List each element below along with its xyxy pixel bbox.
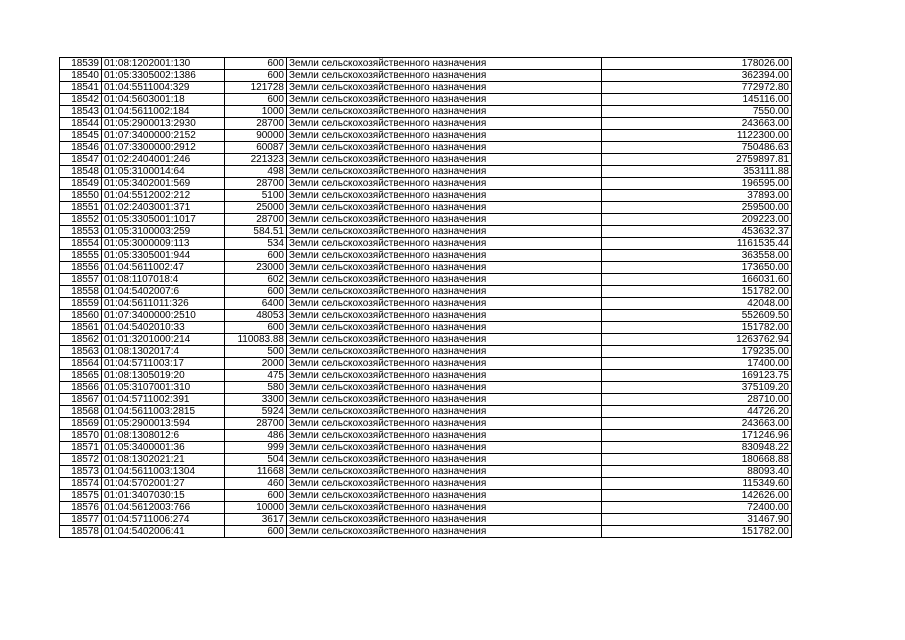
area-cell: 28700 xyxy=(225,418,287,430)
table-row xyxy=(60,430,792,442)
row-number-cell: 18571 xyxy=(60,442,102,454)
land-category-cell: Земли сельскохозяйственного назначения xyxy=(287,490,602,502)
row-number-cell: 18572 xyxy=(60,454,102,466)
row-number-cell: 18565 xyxy=(60,370,102,382)
land-category-cell: Земли сельскохозяйственного назначения xyxy=(287,442,602,454)
cadastral-value-cell: 178026.00 xyxy=(602,58,792,70)
land-category-cell: Земли сельскохозяйственного назначения xyxy=(287,418,602,430)
row-number-cell: 18567 xyxy=(60,394,102,406)
cadastral-number-cell: 01:08:1308012:6 xyxy=(102,430,225,442)
table-row xyxy=(60,238,792,250)
land-registry-table xyxy=(59,57,792,538)
table-row xyxy=(60,298,792,310)
area-cell: 25000 xyxy=(225,202,287,214)
table-row xyxy=(60,418,792,430)
cadastral-value-cell: 145116.00 xyxy=(602,94,792,106)
row-number-cell: 18566 xyxy=(60,382,102,394)
land-category-cell: Земли сельскохозяйственного назначения xyxy=(287,514,602,526)
area-cell: 584.51 xyxy=(225,226,287,238)
area-cell: 500 xyxy=(225,346,287,358)
land-category-cell: Земли сельскохозяйственного назначения xyxy=(287,394,602,406)
area-cell: 5100 xyxy=(225,190,287,202)
row-number-cell: 18551 xyxy=(60,202,102,214)
table-row xyxy=(60,478,792,490)
area-cell: 600 xyxy=(225,250,287,262)
row-number-cell: 18544 xyxy=(60,118,102,130)
row-number-cell: 18548 xyxy=(60,166,102,178)
cadastral-value-cell: 830948.22 xyxy=(602,442,792,454)
cadastral-number-cell: 01:02:2403001:371 xyxy=(102,202,225,214)
cadastral-number-cell: 01:04:5611003:1304 xyxy=(102,466,225,478)
area-cell: 60087 xyxy=(225,142,287,154)
cadastral-value-cell: 151782.00 xyxy=(602,526,792,538)
land-category-cell: Земли сельскохозяйственного назначения xyxy=(287,310,602,322)
land-category-cell: Земли сельскохозяйственного назначения xyxy=(287,94,602,106)
area-cell: 999 xyxy=(225,442,287,454)
land-category-cell: Земли сельскохозяйственного назначения xyxy=(287,202,602,214)
area-cell: 48053 xyxy=(225,310,287,322)
area-cell: 600 xyxy=(225,322,287,334)
row-number-cell: 18546 xyxy=(60,142,102,154)
cadastral-number-cell: 01:05:2900013:594 xyxy=(102,418,225,430)
cadastral-number-cell: 01:04:5711006:274 xyxy=(102,514,225,526)
cadastral-number-cell: 01:04:5402006:41 xyxy=(102,526,225,538)
area-cell: 90000 xyxy=(225,130,287,142)
cadastral-number-cell: 01:04:5611002:47 xyxy=(102,262,225,274)
land-category-cell: Земли сельскохозяйственного назначения xyxy=(287,166,602,178)
cadastral-value-cell: 750486.63 xyxy=(602,142,792,154)
row-number-cell: 18542 xyxy=(60,94,102,106)
cadastral-value-cell: 142626.00 xyxy=(602,490,792,502)
land-category-cell: Земли сельскохозяйственного назначения xyxy=(287,154,602,166)
cadastral-number-cell: 01:04:5702001:27 xyxy=(102,478,225,490)
cadastral-number-cell: 01:04:5711002:391 xyxy=(102,394,225,406)
cadastral-value-cell: 353111.88 xyxy=(602,166,792,178)
table-row xyxy=(60,502,792,514)
cadastral-value-cell: 362394.00 xyxy=(602,70,792,82)
table-row xyxy=(60,130,792,142)
cadastral-number-cell: 01:08:1107018:4 xyxy=(102,274,225,286)
cadastral-value-cell: 180668.88 xyxy=(602,454,792,466)
cadastral-value-cell: 1263762.94 xyxy=(602,334,792,346)
table-row xyxy=(60,334,792,346)
cadastral-number-cell: 01:08:1302021:21 xyxy=(102,454,225,466)
row-number-cell: 18543 xyxy=(60,106,102,118)
row-number-cell: 18540 xyxy=(60,70,102,82)
cadastral-value-cell: 88093.40 xyxy=(602,466,792,478)
cadastral-value-cell: 171246.96 xyxy=(602,430,792,442)
cadastral-number-cell: 01:07:3400000:2510 xyxy=(102,310,225,322)
area-cell: 6400 xyxy=(225,298,287,310)
table-row xyxy=(60,358,792,370)
cadastral-number-cell: 01:05:3100014:64 xyxy=(102,166,225,178)
land-category-cell: Земли сельскохозяйственного назначения xyxy=(287,382,602,394)
cadastral-number-cell: 01:04:5402010:33 xyxy=(102,322,225,334)
cadastral-number-cell: 01:04:5402007:6 xyxy=(102,286,225,298)
area-cell: 28700 xyxy=(225,118,287,130)
land-category-cell: Земли сельскохозяйственного назначения xyxy=(287,406,602,418)
table-row xyxy=(60,202,792,214)
area-cell: 600 xyxy=(225,526,287,538)
row-number-cell: 18561 xyxy=(60,322,102,334)
row-number-cell: 18547 xyxy=(60,154,102,166)
cadastral-value-cell: 166031.60 xyxy=(602,274,792,286)
cadastral-number-cell: 01:05:3100003:259 xyxy=(102,226,225,238)
table-row xyxy=(60,82,792,94)
cadastral-number-cell: 01:01:3201000:214 xyxy=(102,334,225,346)
land-category-cell: Земли сельскохозяйственного назначения xyxy=(287,190,602,202)
area-cell: 600 xyxy=(225,58,287,70)
land-category-cell: Земли сельскохозяйственного назначения xyxy=(287,334,602,346)
area-cell: 504 xyxy=(225,454,287,466)
cadastral-number-cell: 01:04:5603001:18 xyxy=(102,94,225,106)
row-number-cell: 18575 xyxy=(60,490,102,502)
table-row xyxy=(60,526,792,538)
table-row xyxy=(60,274,792,286)
cadastral-value-cell: 2759897.81 xyxy=(602,154,792,166)
cadastral-value-cell: 115349.60 xyxy=(602,478,792,490)
cadastral-number-cell: 01:04:5611002:184 xyxy=(102,106,225,118)
area-cell: 110083.88 xyxy=(225,334,287,346)
table-row xyxy=(60,286,792,298)
cadastral-value-cell: 196595.00 xyxy=(602,178,792,190)
row-number-cell: 18564 xyxy=(60,358,102,370)
cadastral-number-cell: 01:05:2900013:2930 xyxy=(102,118,225,130)
cadastral-number-cell: 01:05:3107001:310 xyxy=(102,382,225,394)
row-number-cell: 18574 xyxy=(60,478,102,490)
row-number-cell: 18562 xyxy=(60,334,102,346)
table-row xyxy=(60,58,792,70)
row-number-cell: 18573 xyxy=(60,466,102,478)
land-category-cell: Земли сельскохозяйственного назначения xyxy=(287,274,602,286)
cadastral-number-cell: 01:04:5511004:329 xyxy=(102,82,225,94)
cadastral-number-cell: 01:01:3407030:15 xyxy=(102,490,225,502)
table-row xyxy=(60,250,792,262)
table-row xyxy=(60,346,792,358)
row-number-cell: 18556 xyxy=(60,262,102,274)
table-row xyxy=(60,454,792,466)
cadastral-value-cell: 151782.00 xyxy=(602,286,792,298)
land-category-cell: Земли сельскохозяйственного назначения xyxy=(287,502,602,514)
land-registry-table-body xyxy=(60,58,792,538)
land-category-cell: Земли сельскохозяйственного назначения xyxy=(287,142,602,154)
table-row xyxy=(60,310,792,322)
table-row xyxy=(60,190,792,202)
row-number-cell: 18550 xyxy=(60,190,102,202)
land-category-cell: Земли сельскохозяйственного назначения xyxy=(287,430,602,442)
cadastral-value-cell: 243663.00 xyxy=(602,418,792,430)
row-number-cell: 18563 xyxy=(60,346,102,358)
land-category-cell: Земли сельскохозяйственного назначения xyxy=(287,298,602,310)
row-number-cell: 18552 xyxy=(60,214,102,226)
land-category-cell: Земли сельскохозяйственного назначения xyxy=(287,118,602,130)
land-category-cell: Земли сельскохозяйственного назначения xyxy=(287,526,602,538)
row-number-cell: 18568 xyxy=(60,406,102,418)
cadastral-value-cell: 375109.20 xyxy=(602,382,792,394)
area-cell: 10000 xyxy=(225,502,287,514)
cadastral-number-cell: 01:04:5611011:326 xyxy=(102,298,225,310)
cadastral-value-cell: 259500.00 xyxy=(602,202,792,214)
cadastral-value-cell: 453632.37 xyxy=(602,226,792,238)
land-category-cell: Земли сельскохозяйственного назначения xyxy=(287,358,602,370)
row-number-cell: 18578 xyxy=(60,526,102,538)
table-row xyxy=(60,166,792,178)
land-category-cell: Земли сельскохозяйственного назначения xyxy=(287,178,602,190)
cadastral-value-cell: 37893.00 xyxy=(602,190,792,202)
land-category-cell: Земли сельскохозяйственного назначения xyxy=(287,70,602,82)
land-category-cell: Земли сельскохозяйственного назначения xyxy=(287,262,602,274)
area-cell: 600 xyxy=(225,286,287,298)
area-cell: 460 xyxy=(225,478,287,490)
cadastral-value-cell: 772972.80 xyxy=(602,82,792,94)
land-category-cell: Земли сельскохозяйственного назначения xyxy=(287,250,602,262)
area-cell: 498 xyxy=(225,166,287,178)
cadastral-value-cell: 42048.00 xyxy=(602,298,792,310)
area-cell: 600 xyxy=(225,94,287,106)
cadastral-number-cell: 01:05:3400001:36 xyxy=(102,442,225,454)
land-category-cell: Земли сельскохозяйственного назначения xyxy=(287,466,602,478)
row-number-cell: 18541 xyxy=(60,82,102,94)
cadastral-number-cell: 01:08:1202001:130 xyxy=(102,58,225,70)
table-row xyxy=(60,394,792,406)
area-cell: 600 xyxy=(225,490,287,502)
area-cell: 121728 xyxy=(225,82,287,94)
area-cell: 600 xyxy=(225,70,287,82)
cadastral-number-cell: 01:05:3305002:1386 xyxy=(102,70,225,82)
cadastral-value-cell: 1161535.44 xyxy=(602,238,792,250)
row-number-cell: 18545 xyxy=(60,130,102,142)
cadastral-value-cell: 209223.00 xyxy=(602,214,792,226)
cadastral-value-cell: 169123.75 xyxy=(602,370,792,382)
row-number-cell: 18557 xyxy=(60,274,102,286)
cadastral-number-cell: 01:04:5512002:212 xyxy=(102,190,225,202)
table-row xyxy=(60,70,792,82)
row-number-cell: 18549 xyxy=(60,178,102,190)
area-cell: 5924 xyxy=(225,406,287,418)
row-number-cell: 18577 xyxy=(60,514,102,526)
cadastral-number-cell: 01:04:5711003:17 xyxy=(102,358,225,370)
row-number-cell: 18569 xyxy=(60,418,102,430)
cadastral-number-cell: 01:05:3000009:113 xyxy=(102,238,225,250)
table-row xyxy=(60,406,792,418)
land-category-cell: Земли сельскохозяйственного назначения xyxy=(287,106,602,118)
area-cell: 534 xyxy=(225,238,287,250)
row-number-cell: 18560 xyxy=(60,310,102,322)
cadastral-number-cell: 01:02:2404001:246 xyxy=(102,154,225,166)
cadastral-value-cell: 363558.00 xyxy=(602,250,792,262)
land-category-cell: Земли сельскохозяйственного назначения xyxy=(287,346,602,358)
area-cell: 3300 xyxy=(225,394,287,406)
table-row xyxy=(60,178,792,190)
land-category-cell: Земли сельскохозяйственного назначения xyxy=(287,214,602,226)
land-category-cell: Земли сельскохозяйственного назначения xyxy=(287,238,602,250)
land-category-cell: Земли сельскохозяйственного назначения xyxy=(287,130,602,142)
row-number-cell: 18554 xyxy=(60,238,102,250)
cadastral-value-cell: 72400.00 xyxy=(602,502,792,514)
area-cell: 2000 xyxy=(225,358,287,370)
area-cell: 221323 xyxy=(225,154,287,166)
cadastral-number-cell: 01:08:1305019:20 xyxy=(102,370,225,382)
land-category-cell: Земли сельскохозяйственного назначения xyxy=(287,370,602,382)
cadastral-value-cell: 243663.00 xyxy=(602,118,792,130)
land-category-cell: Земли сельскохозяйственного назначения xyxy=(287,454,602,466)
table-row xyxy=(60,214,792,226)
land-category-cell: Земли сельскохозяйственного назначения xyxy=(287,226,602,238)
area-cell: 602 xyxy=(225,274,287,286)
land-category-cell: Земли сельскохозяйственного назначения xyxy=(287,82,602,94)
row-number-cell: 18570 xyxy=(60,430,102,442)
cadastral-value-cell: 173650.00 xyxy=(602,262,792,274)
table-row xyxy=(60,106,792,118)
cadastral-value-cell: 17400.00 xyxy=(602,358,792,370)
cadastral-value-cell: 31467.90 xyxy=(602,514,792,526)
row-number-cell: 18555 xyxy=(60,250,102,262)
cadastral-number-cell: 01:05:3402001:569 xyxy=(102,178,225,190)
land-category-cell: Земли сельскохозяйственного назначения xyxy=(287,58,602,70)
cadastral-value-cell: 28710.00 xyxy=(602,394,792,406)
table-row xyxy=(60,142,792,154)
area-cell: 23000 xyxy=(225,262,287,274)
table-row xyxy=(60,442,792,454)
table-row xyxy=(60,154,792,166)
area-cell: 3617 xyxy=(225,514,287,526)
area-cell: 11668 xyxy=(225,466,287,478)
area-cell: 1000 xyxy=(225,106,287,118)
cadastral-number-cell: 01:08:1302017:4 xyxy=(102,346,225,358)
cadastral-number-cell: 01:04:5612003:766 xyxy=(102,502,225,514)
table-row xyxy=(60,94,792,106)
area-cell: 486 xyxy=(225,430,287,442)
cadastral-value-cell: 179235.00 xyxy=(602,346,792,358)
table-row xyxy=(60,262,792,274)
table-row xyxy=(60,514,792,526)
table-row xyxy=(60,226,792,238)
cadastral-number-cell: 01:04:5611003:2815 xyxy=(102,406,225,418)
area-cell: 580 xyxy=(225,382,287,394)
row-number-cell: 18558 xyxy=(60,286,102,298)
table-row xyxy=(60,118,792,130)
row-number-cell: 18553 xyxy=(60,226,102,238)
area-cell: 475 xyxy=(225,370,287,382)
row-number-cell: 18559 xyxy=(60,298,102,310)
table-row xyxy=(60,466,792,478)
cadastral-number-cell: 01:05:3305001:944 xyxy=(102,250,225,262)
cadastral-value-cell: 44726.20 xyxy=(602,406,792,418)
cadastral-value-cell: 7550.00 xyxy=(602,106,792,118)
table-row xyxy=(60,490,792,502)
cadastral-number-cell: 01:07:3400000:2152 xyxy=(102,130,225,142)
table-row xyxy=(60,370,792,382)
land-category-cell: Земли сельскохозяйственного назначения xyxy=(287,322,602,334)
cadastral-number-cell: 01:05:3305001:1017 xyxy=(102,214,225,226)
cadastral-value-cell: 552609.50 xyxy=(602,310,792,322)
row-number-cell: 18539 xyxy=(60,58,102,70)
table-row xyxy=(60,382,792,394)
land-category-cell: Земли сельскохозяйственного назначения xyxy=(287,478,602,490)
table-row xyxy=(60,322,792,334)
cadastral-value-cell: 151782.00 xyxy=(602,322,792,334)
cadastral-value-cell: 1122300.00 xyxy=(602,130,792,142)
land-category-cell: Земли сельскохозяйственного назначения xyxy=(287,286,602,298)
row-number-cell: 18576 xyxy=(60,502,102,514)
cadastral-number-cell: 01:07:3300000:2912 xyxy=(102,142,225,154)
area-cell: 28700 xyxy=(225,214,287,226)
area-cell: 28700 xyxy=(225,178,287,190)
